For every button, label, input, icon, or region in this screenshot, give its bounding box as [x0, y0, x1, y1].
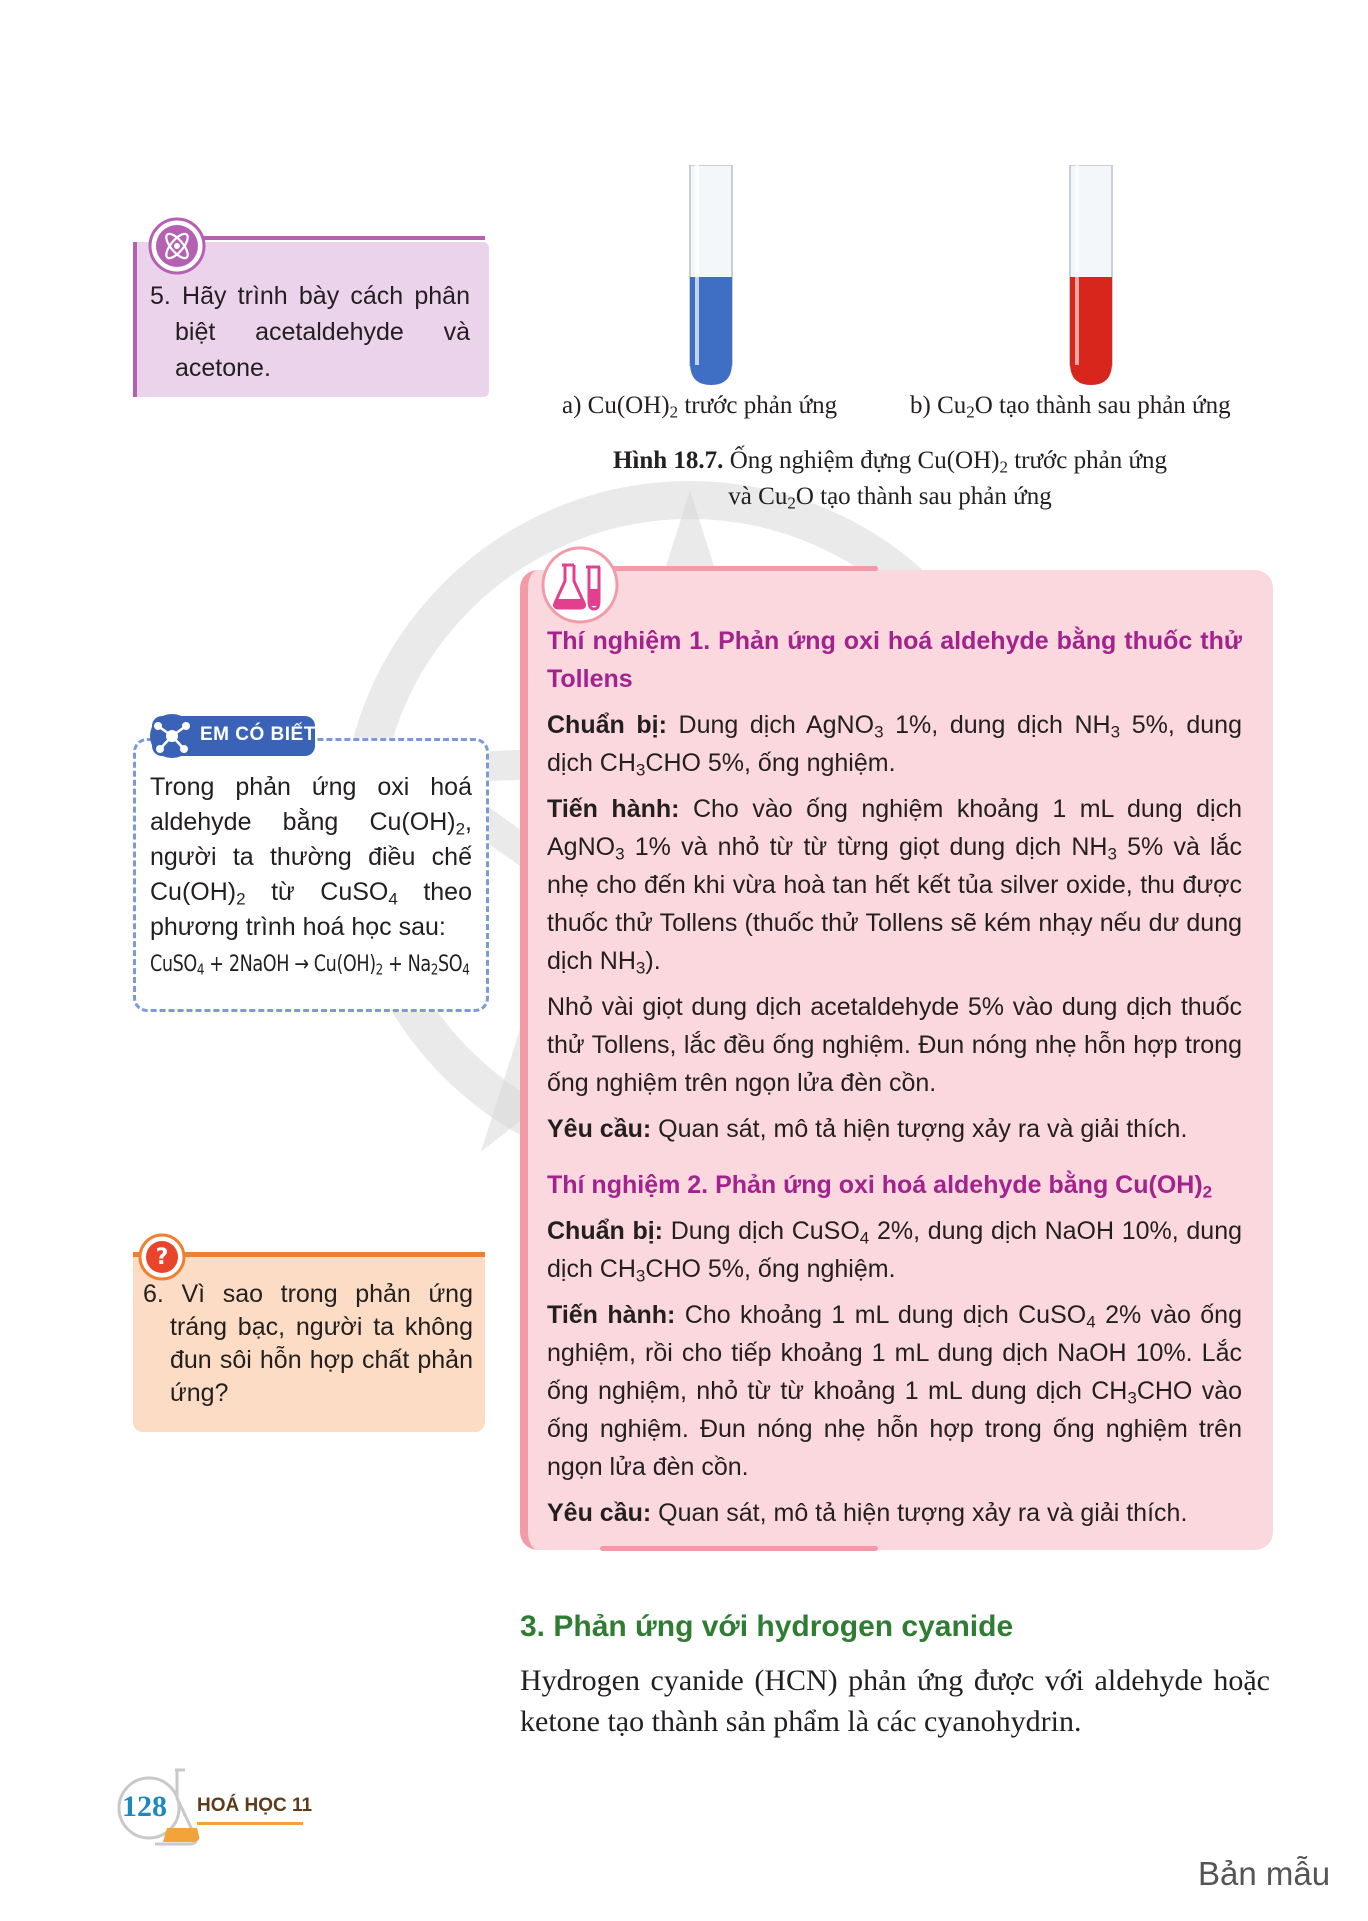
experiment1-procedure: Tiến hành: Cho vào ống nghiệm khoảng 1 mL dung dịch AgNO$_3$ 1% và nhỏ từ từ từng giọt dung dịch $NH_3$ 5% và lắc nhẹ cho đến khi vừa hoà tan hết kết tủa silver oxide, thu được thuốc thử Tollens (thuốc thử Tollens sẽ kém nhạy nếu dư dung dịch $NH_3$). — [547, 795, 1243, 978]
test-tube-red — [1066, 165, 1116, 387]
experiment2-procedure: Tiến hành: Cho khoảng 1 mL dung dịch CuSO$_4$ 2% vào ống nghiệm, rồi cho tiếp khoảng 1 mL dung dịch NaOH 10%. Lắc ống nghiệm, nhỏ từ từ khoảng 1 mL dung dịch $CH_3CHO$ vào ống nghiệm. Đun nóng nhẹ hỗn hợp trong ống nghiệm trên ngọn lửa đèn cồn. — [547, 1301, 1243, 1481]
molecule-icon — [148, 712, 196, 760]
section3-body: Hydrogen cyanide (HCN) phản ứng được với aldehyde hoặc ketone tạo thành sản phẩm là các cyanohydrin. — [520, 1664, 1270, 1738]
svg-text:?: ? — [155, 1245, 169, 1270]
question6-text — [143, 1278, 473, 1410]
experiment2-prep: Chuẩn bị: Dung dịch CuSO$_4$ 2%, dung dịch NaOH 10%, dung dịch $CH_3CHO$ 5%, ống nghiệm. — [547, 1217, 1243, 1286]
page-number: 128 — [122, 1790, 167, 1823]
experiment1-prep: Chuẩn bị: Dung dịch AgNO$_3$ 1%, dung dịch $NH_3$ 5%, dung dịch $CH_3CHO$ 5%, ống nghiệm. — [547, 711, 1242, 780]
lab-flask-icon — [540, 545, 620, 625]
em-co-biet-equation: CuSO$_4$ + 2NaOH → $Cu(OH)_2 + Na_2SO_4$ — [150, 952, 470, 979]
experiment-panel-bottom-bar — [600, 1546, 878, 1551]
em-co-biet-text: Trong phản ứng oxi hoá aldehyde bằng $Cu(OH)_2$, người ta thường điều chế $Cu(OH)_2$ từ CuSO$_4$ theo phương trình hoá học sau: — [150, 773, 472, 941]
experiment1-title: Thí nghiệm 1. Phản ứng oxi hoá aldehyde bằng thuốc thử Tollens — [547, 627, 1242, 693]
experiment2-requirement: Yêu cầu: Quan sát, mô tả hiện tượng xảy ra và giải thích. — [547, 1499, 1188, 1527]
test-tube-blue — [686, 165, 736, 387]
atom-flask-icon — [148, 217, 206, 275]
figure-label: Hình 18.7. — [612, 447, 724, 474]
question5-content: 5. Hãy trình bày cách phân biệt acetaldehyde và acetone. — [150, 282, 470, 382]
sample-label: Bản mẫu — [1198, 1855, 1331, 1892]
experiment-panel-top-bar — [600, 566, 878, 571]
footer-underline — [197, 1822, 303, 1825]
figure-caption-a: a) $Cu(OH)_2$ trước phản ứng — [562, 392, 838, 422]
experiment1-procedure-2: Nhỏ vài giọt dung dịch acetaldehyde 5% vào dung dịch thuốc thử Tollens, lắc đều ống nghiệm. Đun nóng nhẹ hỗn hợp trong ống nghiệm trên ngọn lửa đèn cồn. — [547, 993, 1242, 1097]
experiment-content — [547, 622, 1242, 1540]
experiment2-title: Thí nghiệm 2. Phản ứng oxi hoá aldehyde bằng $Cu(OH)_2$ — [547, 1171, 1213, 1202]
experiment1-requirement: Yêu cầu: Quan sát, mô tả hiện tượng xảy ra và giải thích. — [547, 1115, 1188, 1143]
question-mark-icon — [138, 1233, 186, 1281]
question6-content: 6. Vì sao trong phản ứng tráng bạc, người ta không đun sôi hỗn hợp chất phản ứng? — [143, 1280, 473, 1407]
figure-caption-b: b) $Cu_2O$ tạo thành sau phản ứng — [910, 392, 1231, 422]
figure-title: Hình 18.7. Ống nghiệm đựng $Cu(OH)_2$ trước phản ứng và $Cu_2O$ tạo thành sau phản ứng — [612, 447, 1168, 513]
question5-top-line — [170, 236, 485, 240]
question5-text — [150, 278, 470, 386]
em-co-biet-title: EM CÓ BIẾT — [200, 724, 316, 745]
book-title: HOÁ HỌC 11 — [197, 1795, 313, 1816]
section3-title: 3. Phản ứng với hydrogen cyanide — [520, 1610, 1014, 1643]
